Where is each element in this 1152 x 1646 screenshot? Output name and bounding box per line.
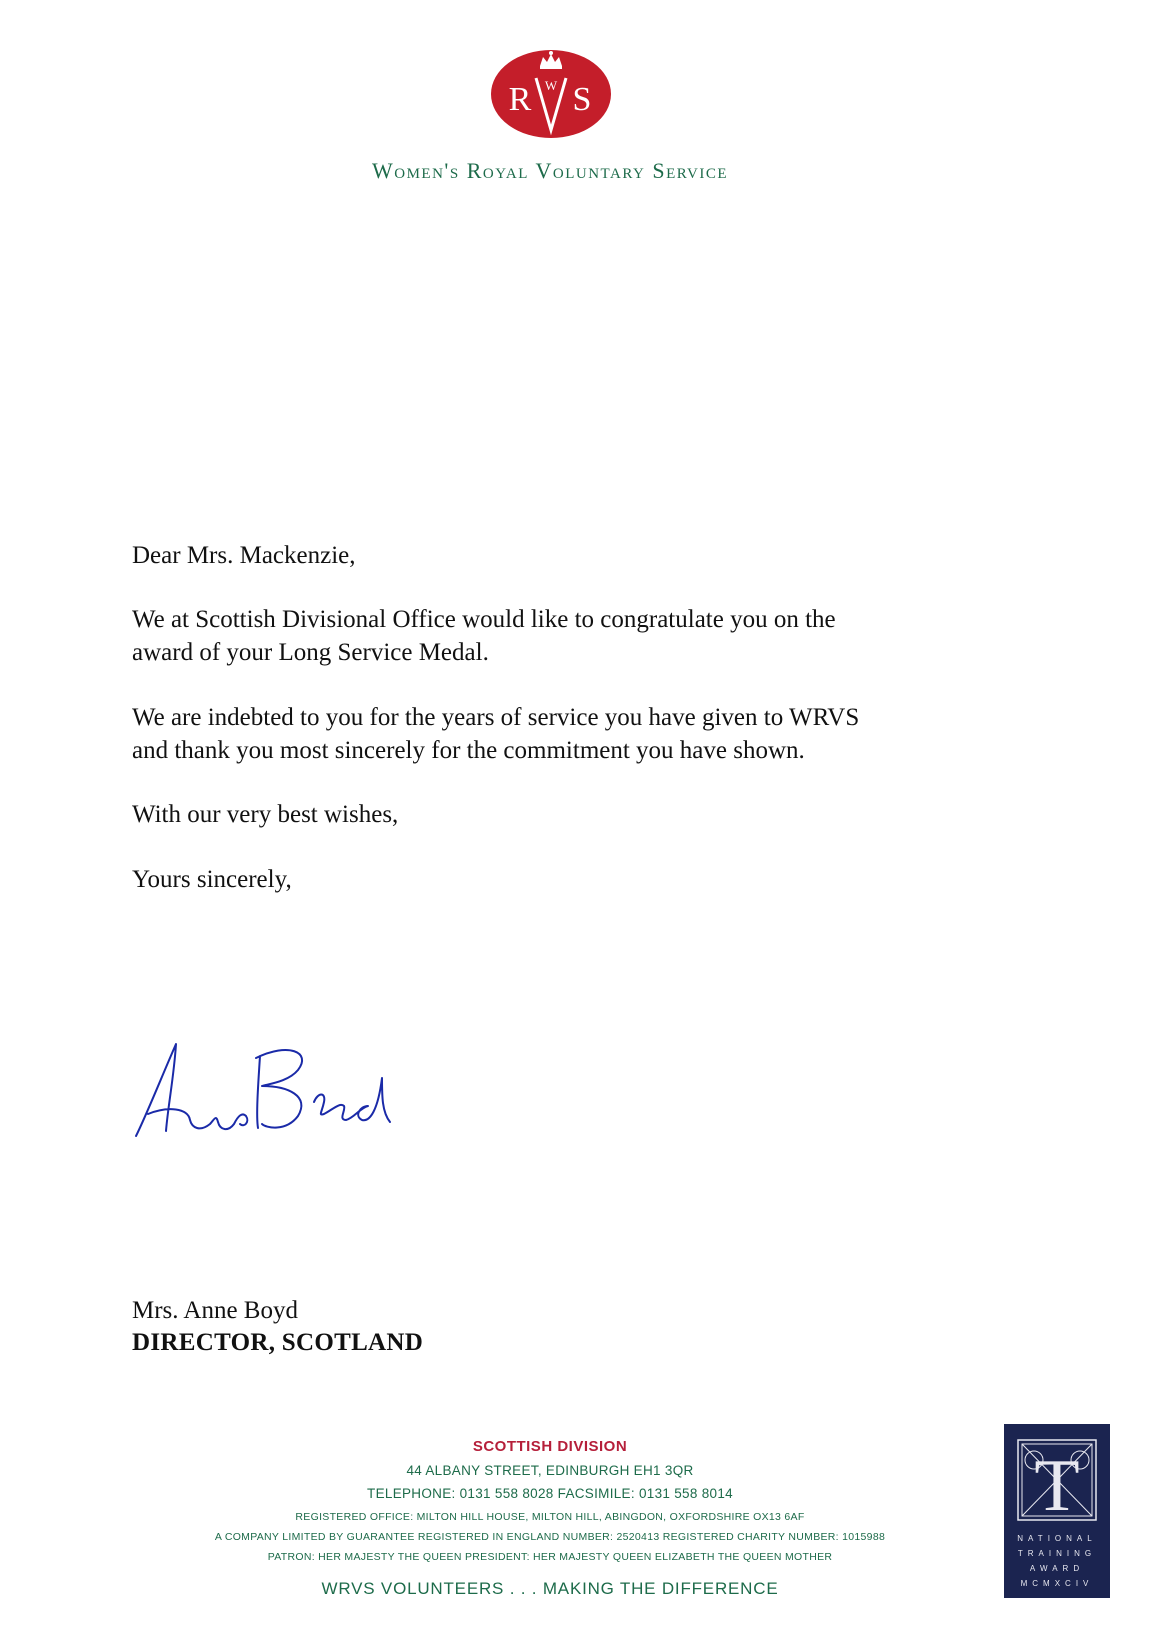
footer-registered-office: REGISTERED OFFICE: MILTON HILL HOUSE, MILTON HILL, ABINGDON, OXFORDSHIRE OX13 6AF — [295, 1511, 805, 1523]
national-training-award-badge — [1004, 1424, 1110, 1598]
footer-address: 44 ALBANY STREET, EDINBURGH EH1 3QR — [406, 1463, 694, 1478]
logo-letter-w: W — [544, 78, 558, 93]
signer-title: DIRECTOR, SCOTLAND — [132, 1329, 424, 1356]
logo-letter-s: S — [572, 81, 592, 118]
footer-patron: PATRON: HER MAJESTY THE QUEEN PRESIDENT: HER MAJESTY QUEEN ELIZABETH THE QUEEN MOTHER — [267, 1551, 833, 1563]
footer-tagline: WRVS VOLUNTEERS . . . MAKING THE DIFFERENCE — [321, 1579, 779, 1598]
best-wishes: With our very best wishes, — [132, 801, 399, 828]
award-text-line-4: MCMXCIV — [1020, 1579, 1094, 1588]
award-text-line-1: NATIONAL — [1017, 1534, 1097, 1543]
salutation: Dear Mrs. Mackenzie, — [132, 542, 356, 569]
paragraph-2-line-2: and thank you most sincerely for the commitment you have shown. — [132, 737, 805, 764]
paragraph-2-line-1: We are indebted to you for the years of service you have given to WRVS — [132, 704, 860, 731]
handwritten-signature — [128, 1036, 418, 1148]
award-letter: T — [1034, 1445, 1080, 1527]
footer-company-info: A COMPANY LIMITED BY GUARANTEE REGISTERED IN ENGLAND NUMBER: 2520413 REGISTERED CHARITY NUMBER: 1015988 — [214, 1531, 886, 1543]
wrvs-logo — [488, 44, 614, 140]
award-emblem-icon — [1004, 1424, 1110, 1534]
closing: Yours sincerely, — [132, 866, 292, 893]
signer-name: Mrs. Anne Boyd — [132, 1297, 298, 1324]
footer-division: SCOTTISH DIVISION — [472, 1438, 628, 1455]
footer-phone: TELEPHONE: 0131 558 8028 FACSIMILE: 0131 558 8014 — [367, 1486, 733, 1501]
paragraph-1-line-1: We at Scottish Divisional Office would like to congratulate you on the — [132, 606, 836, 633]
award-text-line-2: TRAINING — [1017, 1549, 1097, 1558]
logo-letter-r: R — [508, 81, 532, 118]
paragraph-1-line-2: award of your Long Service Medal. — [132, 639, 489, 666]
award-text-line-3: AWARD — [1029, 1564, 1085, 1573]
organization-name: Women's Royal Voluntary Service — [371, 158, 729, 183]
